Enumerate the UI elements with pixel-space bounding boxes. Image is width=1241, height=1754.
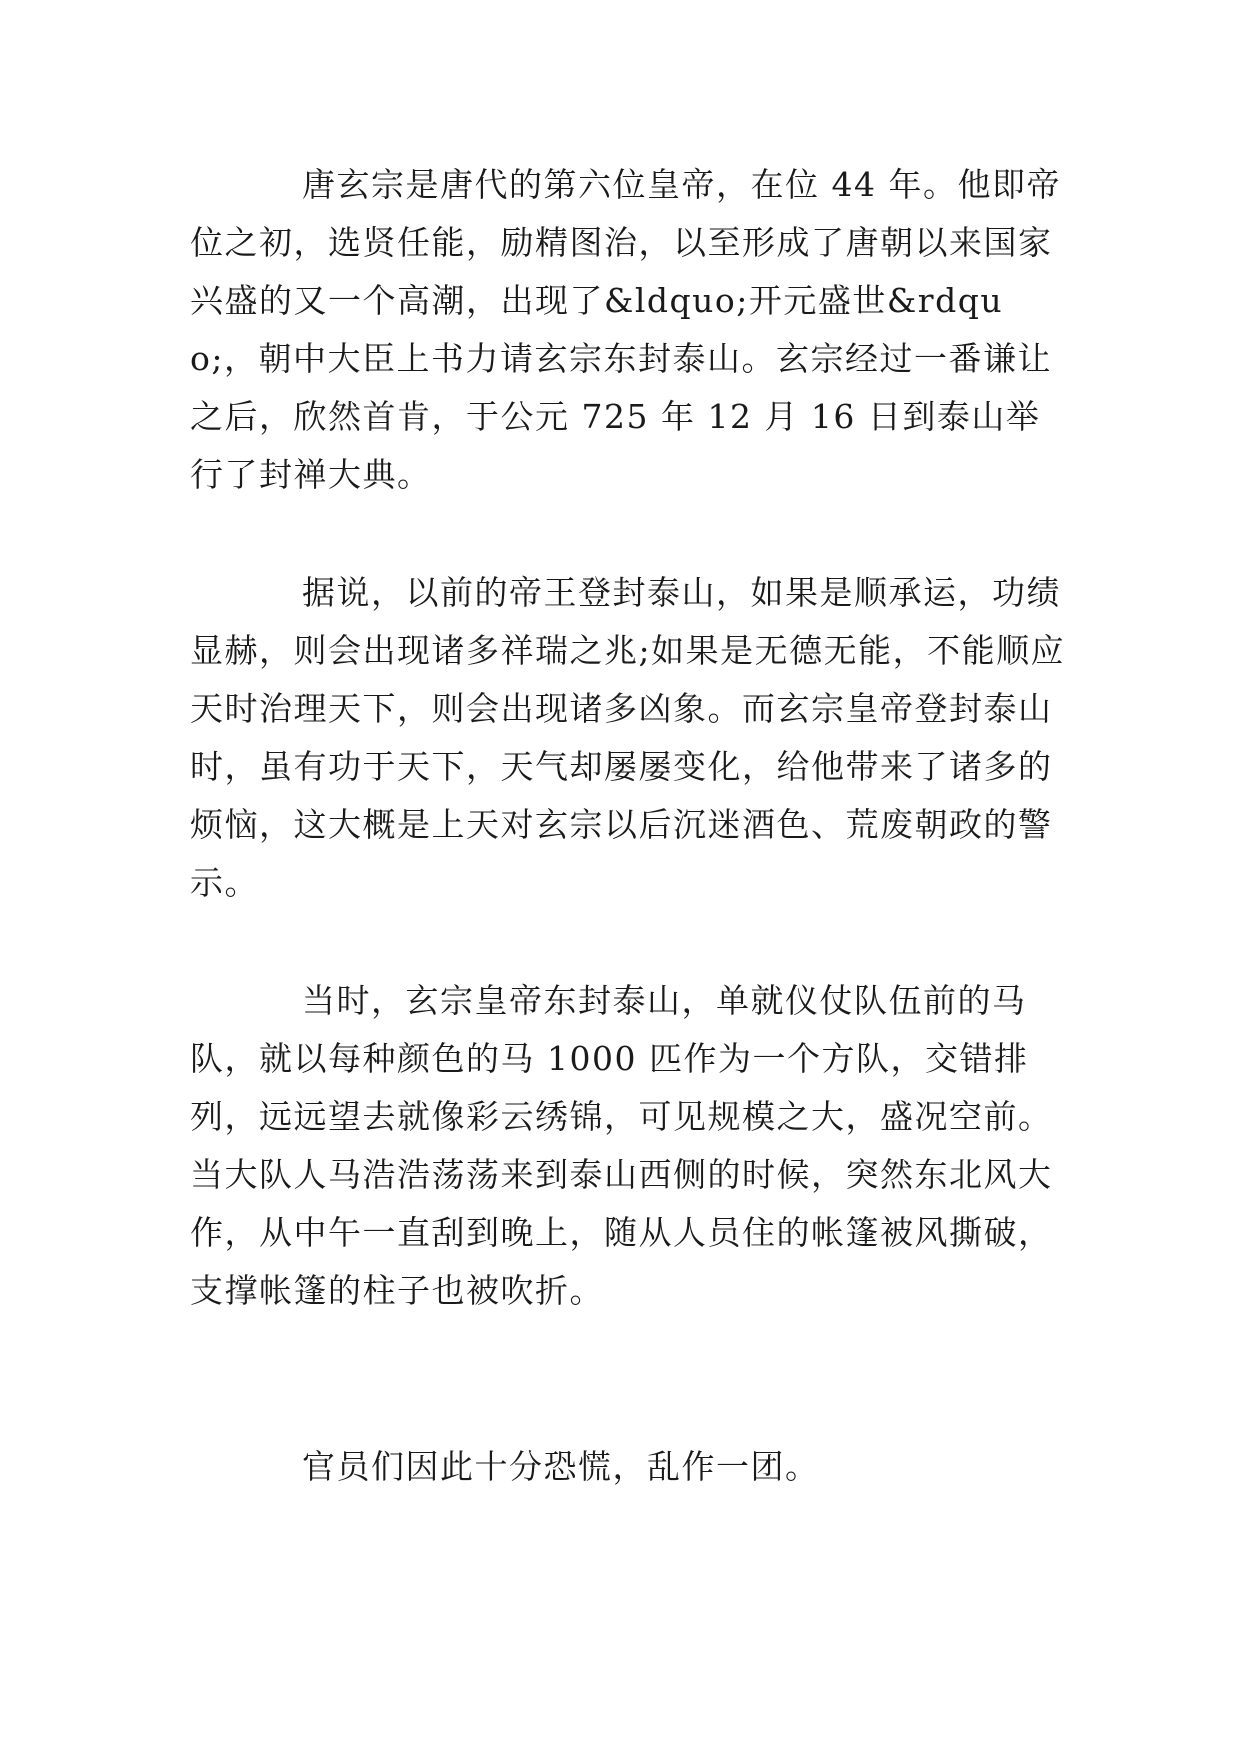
paragraph-1: 唐玄宗是唐代的第六位皇帝，在位 44 年。他即帝位之初，选贤任能，励精图治，以至形成了唐朝以来国家兴盛的又一个高潮，出现了&ldquo;开元盛世&rdquo;，朝中大臣上书力请玄宗东封泰山。玄宗经过一番谦让之后，欣然首肯，于公元 725 年 12 月 16 日到泰山举行了封禅大典。 (190, 165, 1061, 494)
paragraph-3: 当时，玄宗皇帝东封泰山，单就仪仗队伍前的马队，就以每种颜色的马 1000 匹作为一个方队，交错排列，远远望去就像彩云绣锦，可见规模之大，盛况空前。当大队人马浩浩荡荡来到泰山西侧的时候，突然东北风大作，从中午一直刮到晚上，随从人员住的帐篷被风撕破，支撑帐篷的柱子也被吹折。 (190, 981, 1053, 1310)
paragraph-4: 官员们因此十分恐慌，乱作一团。 (302, 1447, 820, 1486)
paragraph-2: 据说，以前的帝王登封泰山，如果是顺承运，功绩显赫，则会出现诸多祥瑞之兆;如果是无德无能，不能顺应天时治理天下，则会出现诸多凶象。而玄宗皇帝登封泰山时，虽有功于天下，天气却屡屡变化，给他带来了诸多的烦恼，这大概是上天对玄宗以后沉迷酒色、荒废朝政的警示。 (190, 573, 1066, 902)
